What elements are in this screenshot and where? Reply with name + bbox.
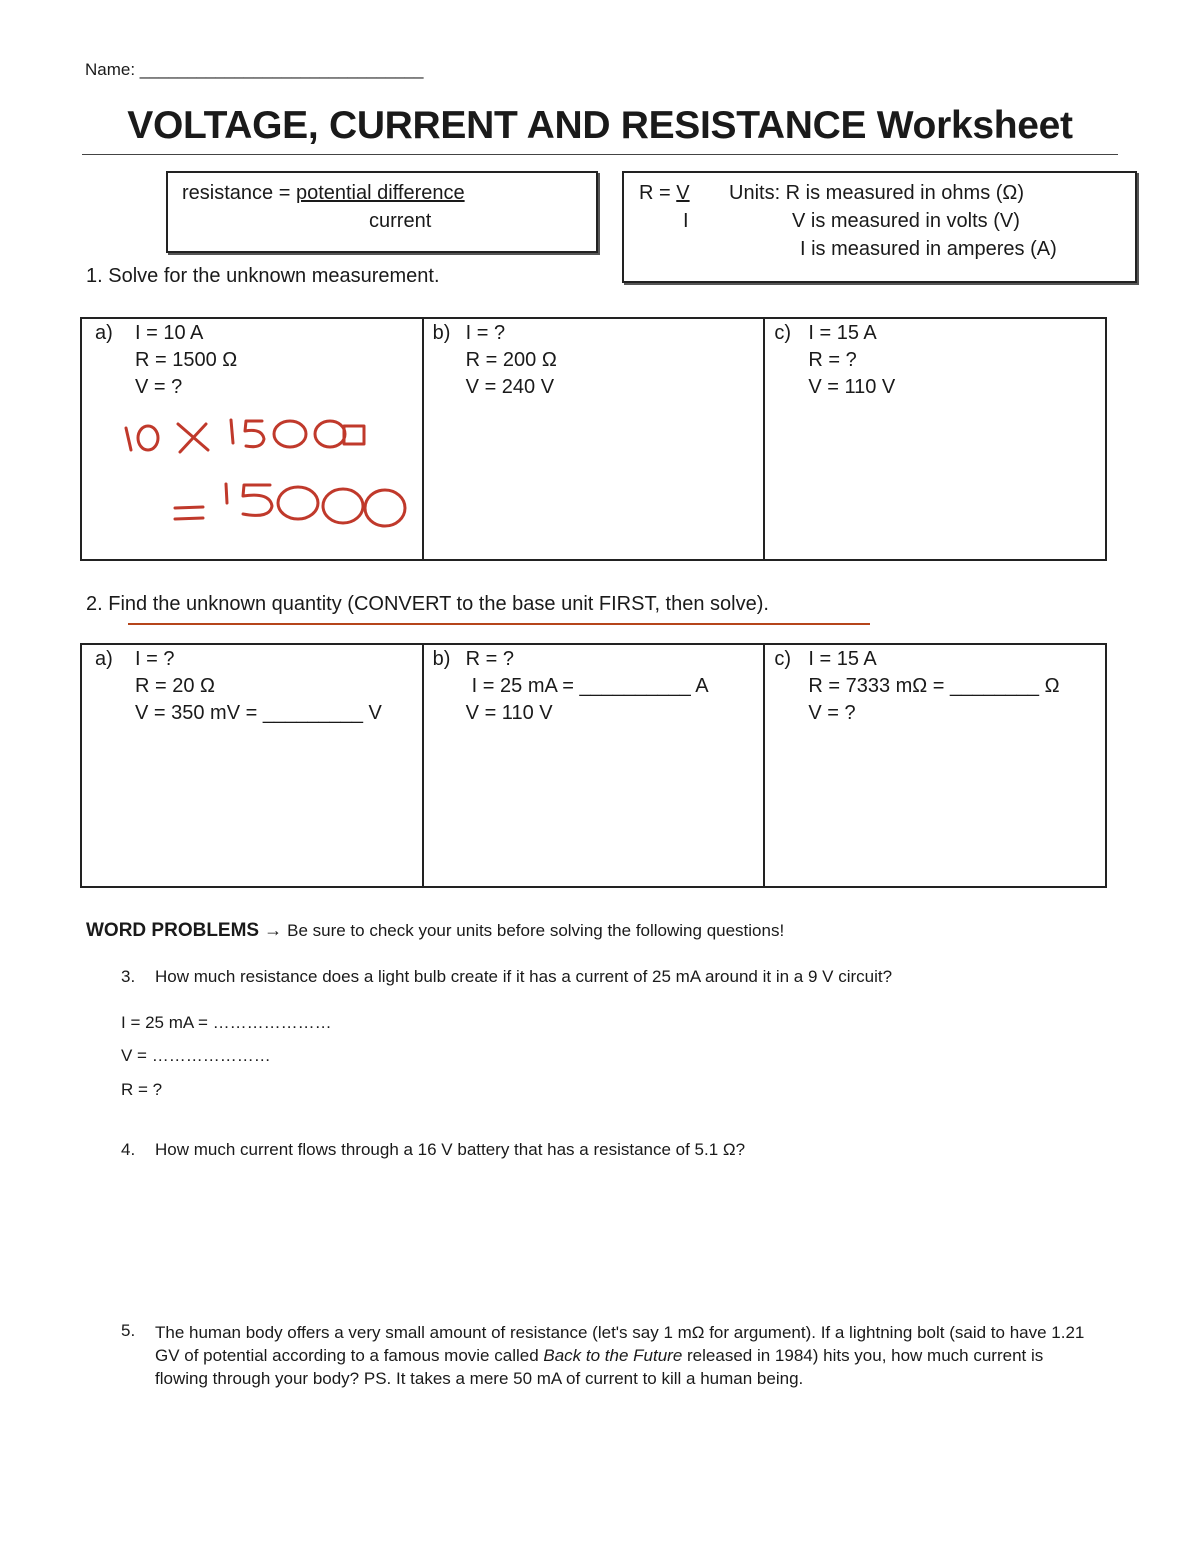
cell-line-3: V = ? (808, 702, 856, 724)
cell-letter: a) (95, 648, 113, 670)
cell-line-1: I = ? (465, 322, 506, 344)
cell-letter: b) (432, 648, 451, 670)
cell-line-2: R = ? (808, 349, 857, 371)
formula-numerator: potential difference (295, 182, 465, 204)
question-2c-cell (765, 645, 1105, 886)
word-problems-instruction: Be sure to check your units before solving the following questions! (287, 921, 785, 940)
cell-line-3: V = ? (135, 376, 183, 398)
cell-line-3: V = 240 V (465, 376, 555, 398)
question-3-current-line: I = 25 mA = ………………… (121, 1013, 332, 1032)
question-3-text: How much resistance does a light bulb create if it has a current of 25 mA around it in a 9 V circuit? (155, 967, 893, 986)
cell-letter: c) (774, 648, 792, 670)
question-3-voltage-line: V = ………………… (121, 1046, 271, 1065)
question-3-number: 3. (121, 967, 136, 986)
question-5-text (155, 1321, 1085, 1390)
cell-letter: b) (432, 322, 451, 344)
cell-line-2: I = 25 mA = __________ A (471, 675, 709, 697)
question-2a-cell (82, 645, 424, 886)
cell-line-3: V = 110 V (465, 702, 553, 724)
equation-lhs: R = (639, 182, 677, 204)
cell-line-3: V = 350 mV = _________ V (135, 702, 382, 724)
question-5-part-2: released in 1984) hits you, how much current is flowing through your body? PS. It takes a mere 50 mA of current to kill a human being. (155, 1346, 1044, 1388)
question-2-prompt: 2. Find the unknown quantity (CONVERT to the base unit FIRST, then solve). (86, 593, 769, 615)
page-title: VOLTAGE, CURRENT AND RESISTANCE Worksheet (127, 104, 1073, 147)
cell-line-1: I = 15 A (808, 648, 877, 670)
arrow-icon: → (259, 920, 288, 940)
cell-letter: c) (774, 322, 792, 344)
word-problems-heading (86, 920, 784, 942)
question-2b-cell (424, 645, 766, 886)
cell-line-1: I = 10 A (135, 322, 204, 344)
unit-current: I is measured in amperes (A) (800, 238, 1057, 260)
question-3-resistance-line: R = ? (121, 1080, 163, 1099)
cell-line-3: V = 110 V (808, 376, 896, 398)
question-5-number: 5. (121, 1321, 136, 1340)
question-2-grid (80, 643, 1107, 888)
question-2-underline (128, 623, 870, 625)
cell-line-1: I = ? (135, 648, 175, 670)
name-field-label: Name: ______________________________ (85, 60, 424, 79)
cell-letter: a) (95, 322, 113, 344)
movie-title: Back to the Future (543, 1346, 683, 1365)
unit-voltage: V is measured in volts (V) (792, 210, 1020, 232)
cell-line-2: R = 1500 Ω (135, 349, 238, 371)
cell-line-1: R = ? (465, 648, 515, 670)
cell-line-1: I = 15 A (808, 322, 877, 344)
cell-line-2: R = 200 Ω (465, 349, 557, 371)
question-4-text: How much current flows through a 16 V battery that has a resistance of 5.1 Ω? (155, 1140, 746, 1159)
question-4-number: 4. (121, 1140, 136, 1159)
cell-line-2: R = 20 Ω (135, 675, 215, 697)
question-1-prompt: 1. Solve for the unknown measurement. (86, 265, 440, 287)
equation-denominator: I (683, 210, 689, 232)
formula-denominator: current (369, 210, 432, 232)
word-problems-title: WORD PROBLEMS (86, 920, 260, 941)
question-5-part-1: The human body offers a very small amount of resistance (let's say 1 mΩ for argument). If a lightning bolt (said to have 1.21 GV of potential according to a famous movie called (155, 1323, 1085, 1365)
unit-resistance: Units: R is measured in ohms (Ω) (729, 182, 1025, 204)
formula-lhs: resistance = (182, 182, 296, 204)
equation-numerator: V (676, 182, 690, 204)
cell-line-2: R = 7333 mΩ = ________ Ω (808, 675, 1060, 697)
